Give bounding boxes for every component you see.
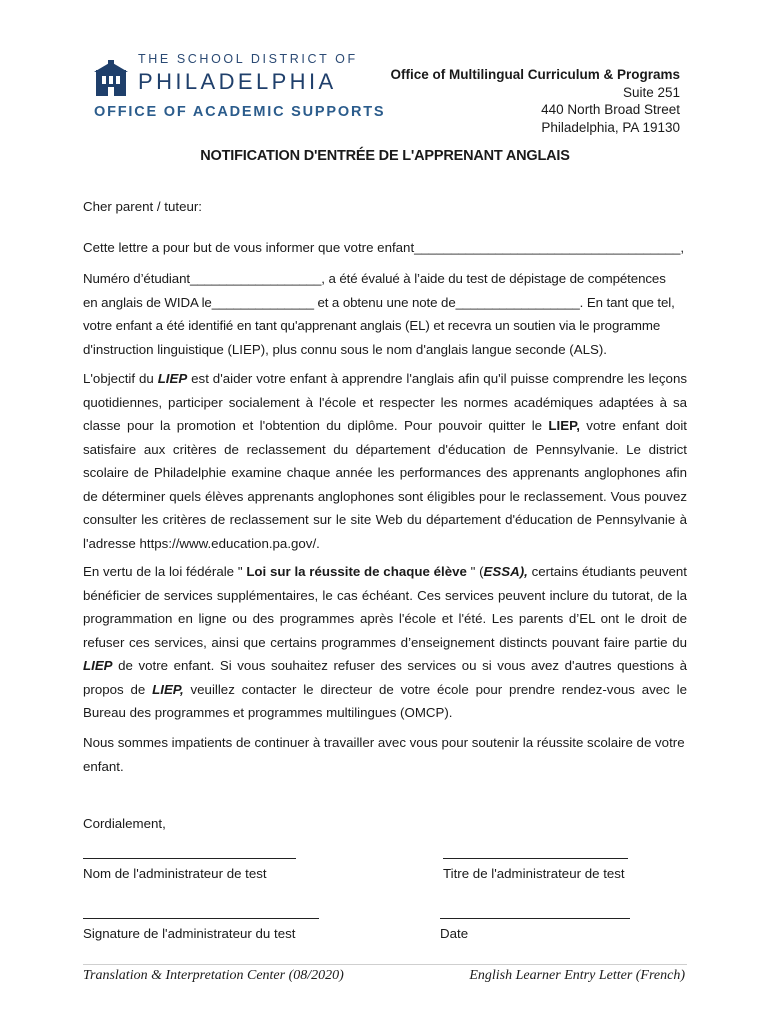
paragraph-intro xyxy=(83,236,687,260)
admin-name-line xyxy=(83,858,296,859)
footer-right: English Learner Entry Letter (French) xyxy=(469,968,685,983)
office-address xyxy=(390,66,680,136)
admin-title-label: Titre de l'administrateur de test xyxy=(443,866,625,881)
admin-name-label: Nom de l'administrateur de test xyxy=(83,866,267,881)
text-run: de votre enfant. Si vous souhaitez refuser des services ou si vous avez d'autres questions à propos de xyxy=(83,658,687,697)
office-suite: Suite 251 xyxy=(622,84,680,100)
admin-title-line xyxy=(443,858,628,859)
admin-signature-line xyxy=(83,918,319,919)
date-label: Date xyxy=(440,926,469,941)
logo-line-district: THE SCHOOL DISTRICT OF xyxy=(138,52,358,66)
details-line: Numéro d’étudiant__________________, a été évalué à l’aide du test de dépistage de compétences xyxy=(83,271,666,286)
date-line xyxy=(440,918,630,919)
text-run: En vertu de la loi fédérale " xyxy=(83,564,247,579)
closing: Cordialement, xyxy=(83,816,166,831)
greeting: Cher parent / tuteur: xyxy=(83,199,202,214)
footer-divider xyxy=(83,964,687,965)
text-run: " ( xyxy=(466,564,484,579)
text-run: votre enfant doit satisfaire aux critères de reclassement du département d'éducation de Pennsylvanie. Le district scolaire de Philadelphie examine chaque année les performances des apprenants anglophones afin de déterminer quels élèves apprenants anglophones sont éligibles pour le reclassement. Vous pouvez consulter les critères de reclassement sur le site Web du département d'éducation de Pennsylvanie à l'adresse https://www.education.pa.gov/. xyxy=(83,418,687,551)
details-line: d'instruction linguistique (LIEP), plus connu sous le nom d'anglais langue seconde (ALS). xyxy=(83,341,607,357)
details-line: votre enfant a été identifié en tant qu'apprenant anglais (EL) et recevra un soutien via le programme xyxy=(83,318,661,333)
paragraph-essa xyxy=(83,560,687,725)
paragraph-details xyxy=(83,267,687,361)
intro-line: Cette lettre a pour but de vous informer que votre enfant____________________________________, xyxy=(83,240,685,255)
liep-emphasis: LIEP xyxy=(157,371,188,386)
text-run: veuillez contacter le directeur de votre école pour prendre rendez-vous avec le Bureau des programmes et programmes multilingues (OMCP). xyxy=(83,681,687,720)
footer-left: Translation & Interpretation Center (08/2020) xyxy=(83,968,344,983)
text-run: certains étudiants peuvent bénéficier de services supplémentaires, le cas échéant. Ces services peuvent inclure du tutorat, de la programmation en ligne ou des programmes après l'école et l'été. Les parents d’EL ont le droit de refuser ces services, ainsi que certains programmes d’enseignement distincts pouvant faire partie du xyxy=(83,564,687,650)
district-logo xyxy=(94,52,386,128)
office-name: Office of Multilingual Curriculum & Programs xyxy=(390,67,680,82)
paragraph-liep-objective xyxy=(83,367,687,555)
school-building-icon xyxy=(94,60,128,96)
office-city: Philadelphia, PA 19130 xyxy=(541,119,680,135)
logo-line-city: PHILADELPHIA xyxy=(138,69,337,94)
liep-emphasis: LIEP xyxy=(83,658,113,673)
paragraph-closing-remark: Nous sommes impatients de continuer à travailler avec vous pour soutenir la réussite scolaire de votre enfant. xyxy=(83,735,685,774)
logo-line-office: OFFICE OF ACADEMIC SUPPORTS xyxy=(94,104,386,120)
letter-title: NOTIFICATION D'ENTRÉE DE L'APPRENANT ANGLAIS xyxy=(200,148,570,164)
liep-emphasis: LIEP, xyxy=(152,681,184,697)
text-run: est d'aider votre enfant à apprendre l'anglais afin qu'il puisse comprendre les leçons quotidiennes, participer socialement à l'école et respecter les normes académiques adaptées à sa classe pour la promotion et l'obtention du diplôme. Pour pouvoir quitter le xyxy=(83,371,687,433)
liep-emphasis: LIEP, xyxy=(548,418,580,433)
essa-acronym: ESSA), xyxy=(483,564,528,579)
essa-law-name: Loi sur la réussite de chaque élève xyxy=(246,564,467,579)
office-street: 440 North Broad Street xyxy=(541,102,680,117)
text-run: L'objectif du xyxy=(83,371,158,386)
details-line: en anglais de WIDA le______________ et a obtenu une note de_________________. En tant que tel, xyxy=(83,294,675,310)
admin-signature-label: Signature de l'administrateur du test xyxy=(83,926,296,941)
